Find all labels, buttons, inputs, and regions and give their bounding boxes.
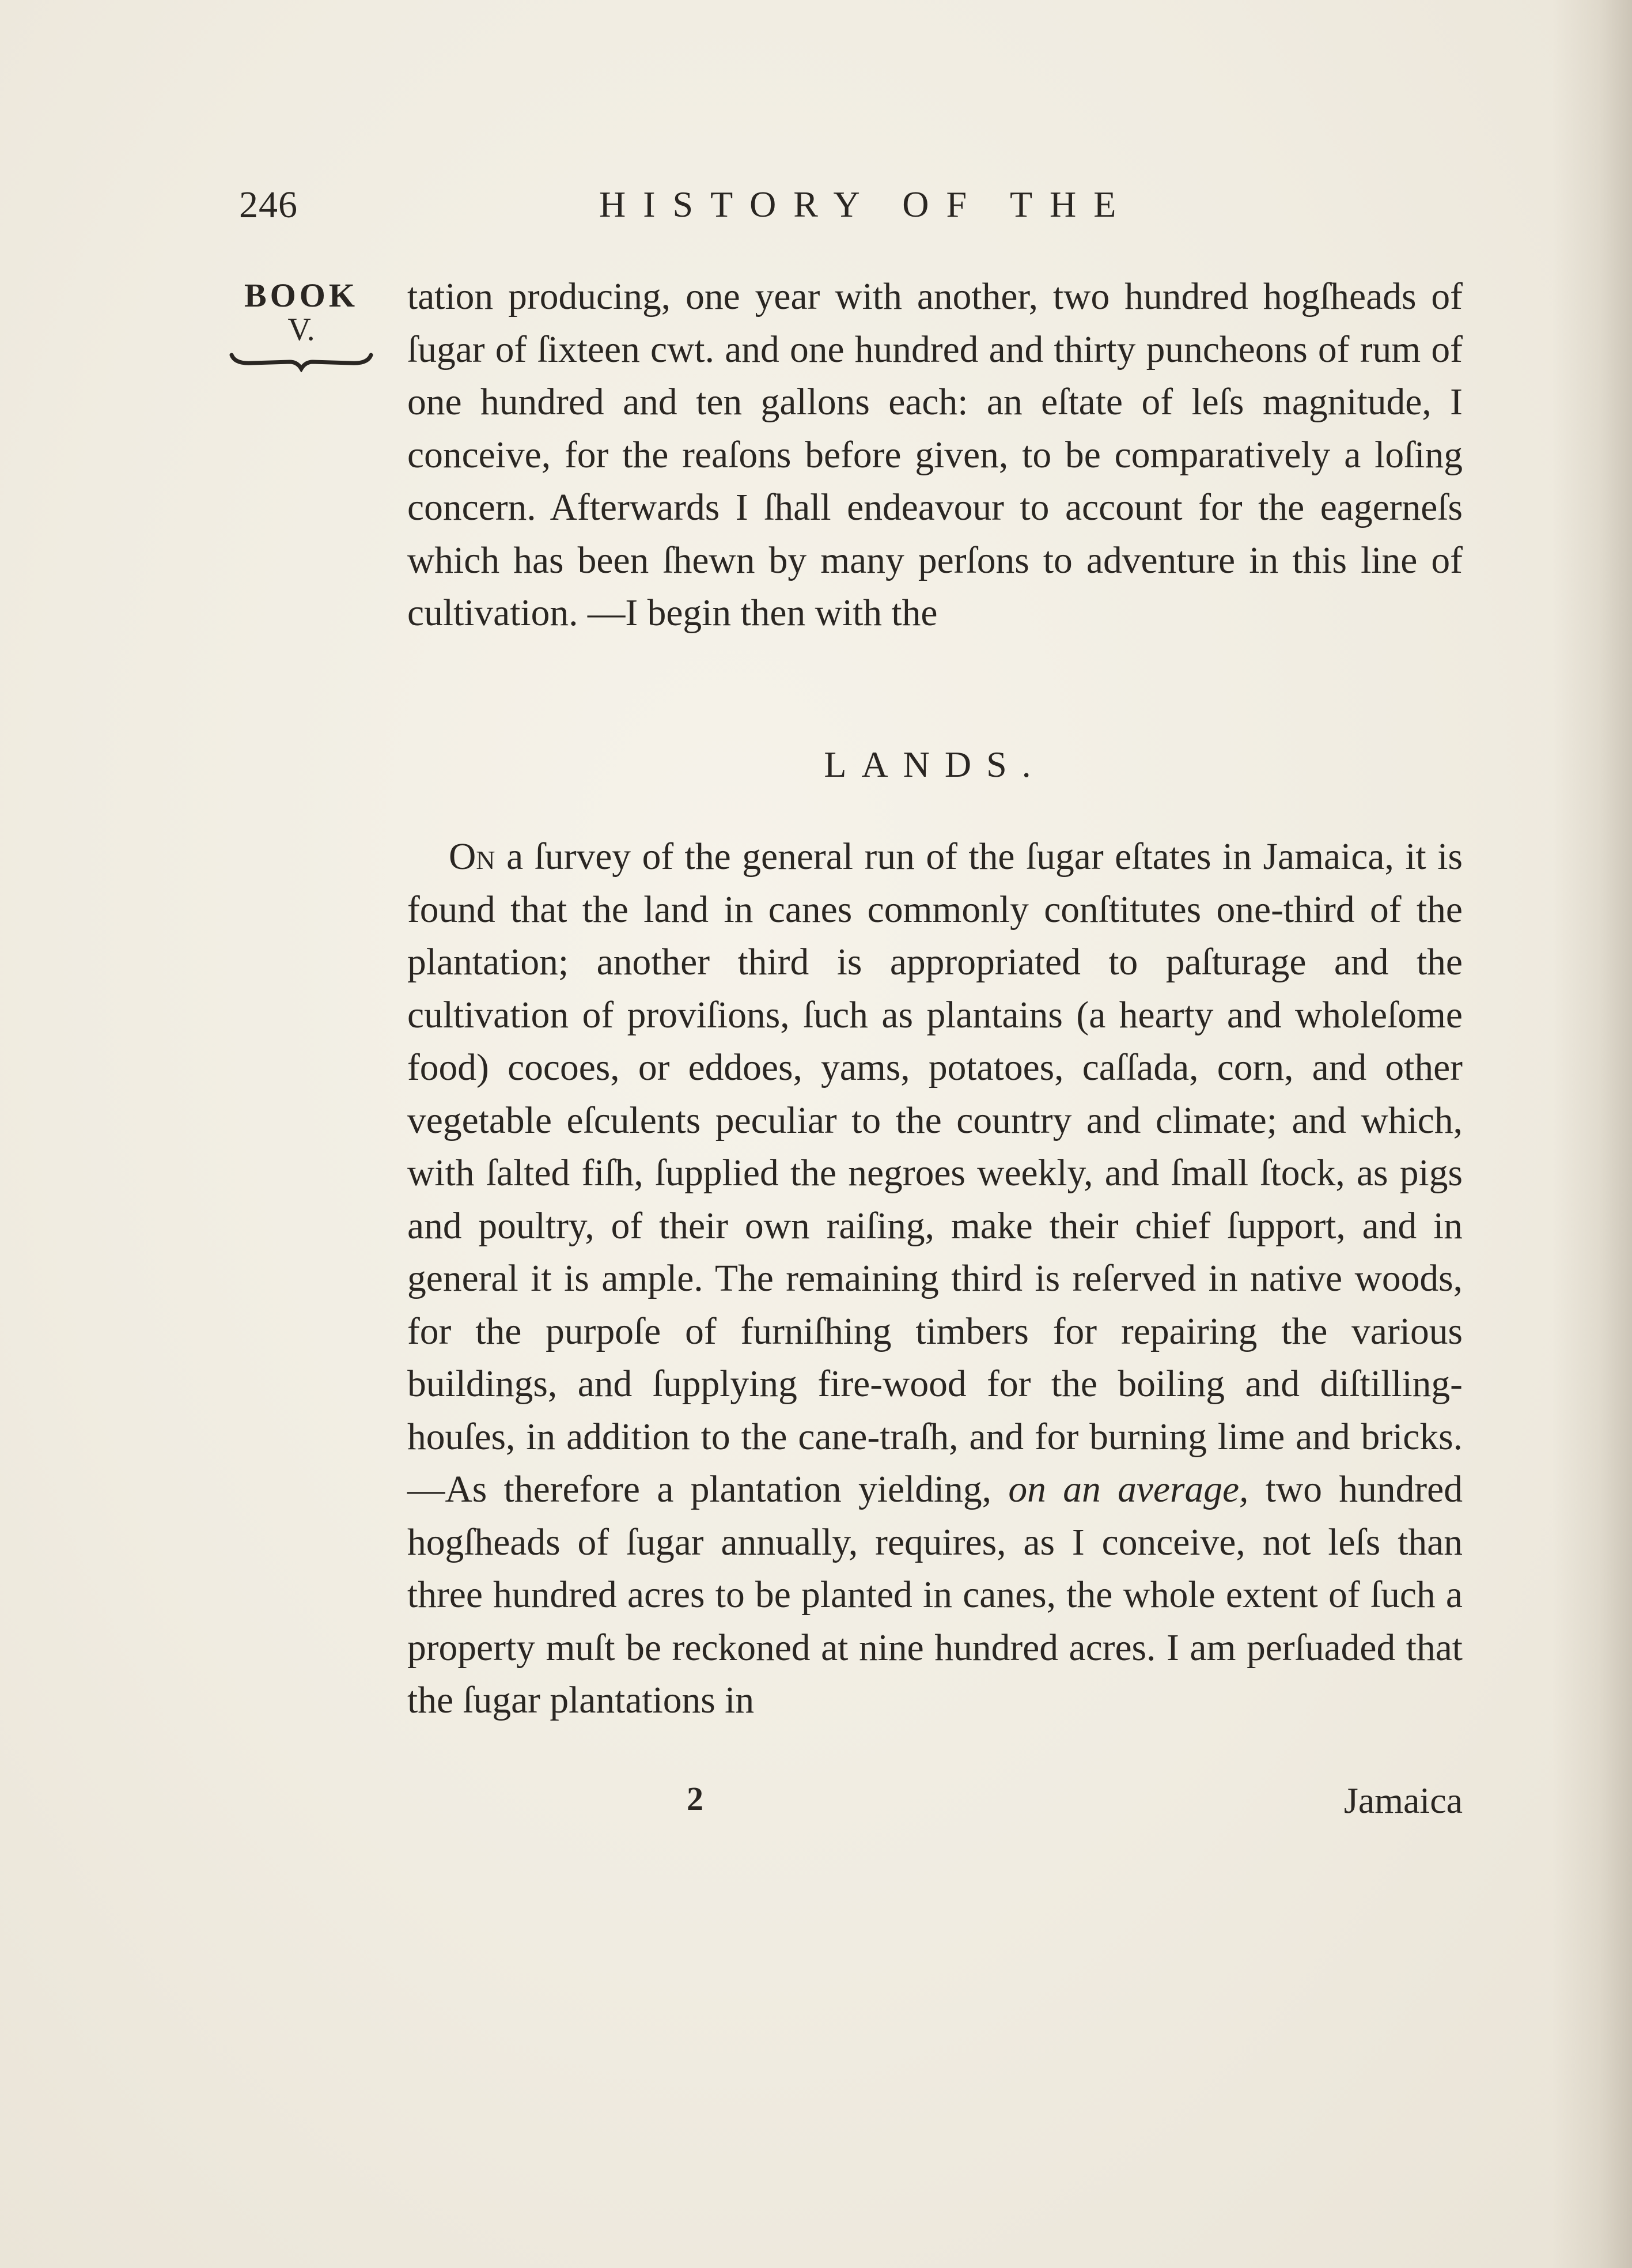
page-number: 246: [239, 184, 298, 226]
running-head: [239, 183, 1466, 235]
paragraph-2-italic: on an average,: [1008, 1469, 1249, 1510]
catchword: Jamaica: [1343, 1780, 1463, 1821]
paragraph-2: [407, 831, 1463, 1728]
signature-mark: 2: [687, 1780, 703, 1817]
brace-ornament: [229, 349, 373, 372]
running-head-title: HISTORY OF THE: [599, 184, 1134, 225]
paragraph-2-text-b: two hundred hogſheads of ſugar annually, requires, as I conceive, not leſs than three hundred acres to be planted in canes, the whole extent of ſuch a property muſt be reckoned at nine hundred acres. I am perſuaded that the ſugar plantations in: [407, 1469, 1463, 1721]
margin-note: [229, 275, 373, 372]
paragraph-1: tation producing, one year with another, two hundred hogſheads of ſugar of ſixteen cwt. and one hundred and thirty puncheons of rum of one hundred and ten gallons each: an eſtate of leſs magnitude, I conceive, for the reaſons before given, to be comparatively a loſing concern. Afterwards I ſhall endeavour to account for the eagerneſs which has been ſhewn by many perſons to adventure in this line of cultivation. —I begin then with the: [407, 276, 1463, 634]
margin-note-book: BOOK: [244, 277, 359, 314]
paragraph-2-text-a: a ſurvey of the general run of the ſugar eſtates in Jamaica, it is found that the land in canes commonly conſtitutes one-third of the plantation; another third is appropriated to paſturage and the cultivation of proviſions, ſuch as plantains (a hearty and wholeſome food) cocoes, or eddoes, yams, potatoes, caſſada, corn, and other vegetable eſculents peculiar to the country and climate; and which, with ſalted fiſh, ſupplied the negroes weekly, and ſmall ſtock, as pigs and poultry, of their own raiſing, make their chief ſupport, and in general it is ample. The remaining third is reſerved in native woods, for the purpoſe of furniſhing timbers for repairing the various buildings, and ſupplying fire-wood for the boiling and diſtilling-houſes, in addition to the cane-traſh, and for burning lime and bricks.—As therefore a plantation yielding,: [407, 836, 1463, 1510]
margin-note-volume: V.: [287, 312, 315, 347]
catch-line: [407, 1779, 1463, 1831]
section-heading: LANDS.: [824, 744, 1046, 785]
paragraph-2-lead-word: On: [449, 836, 495, 878]
